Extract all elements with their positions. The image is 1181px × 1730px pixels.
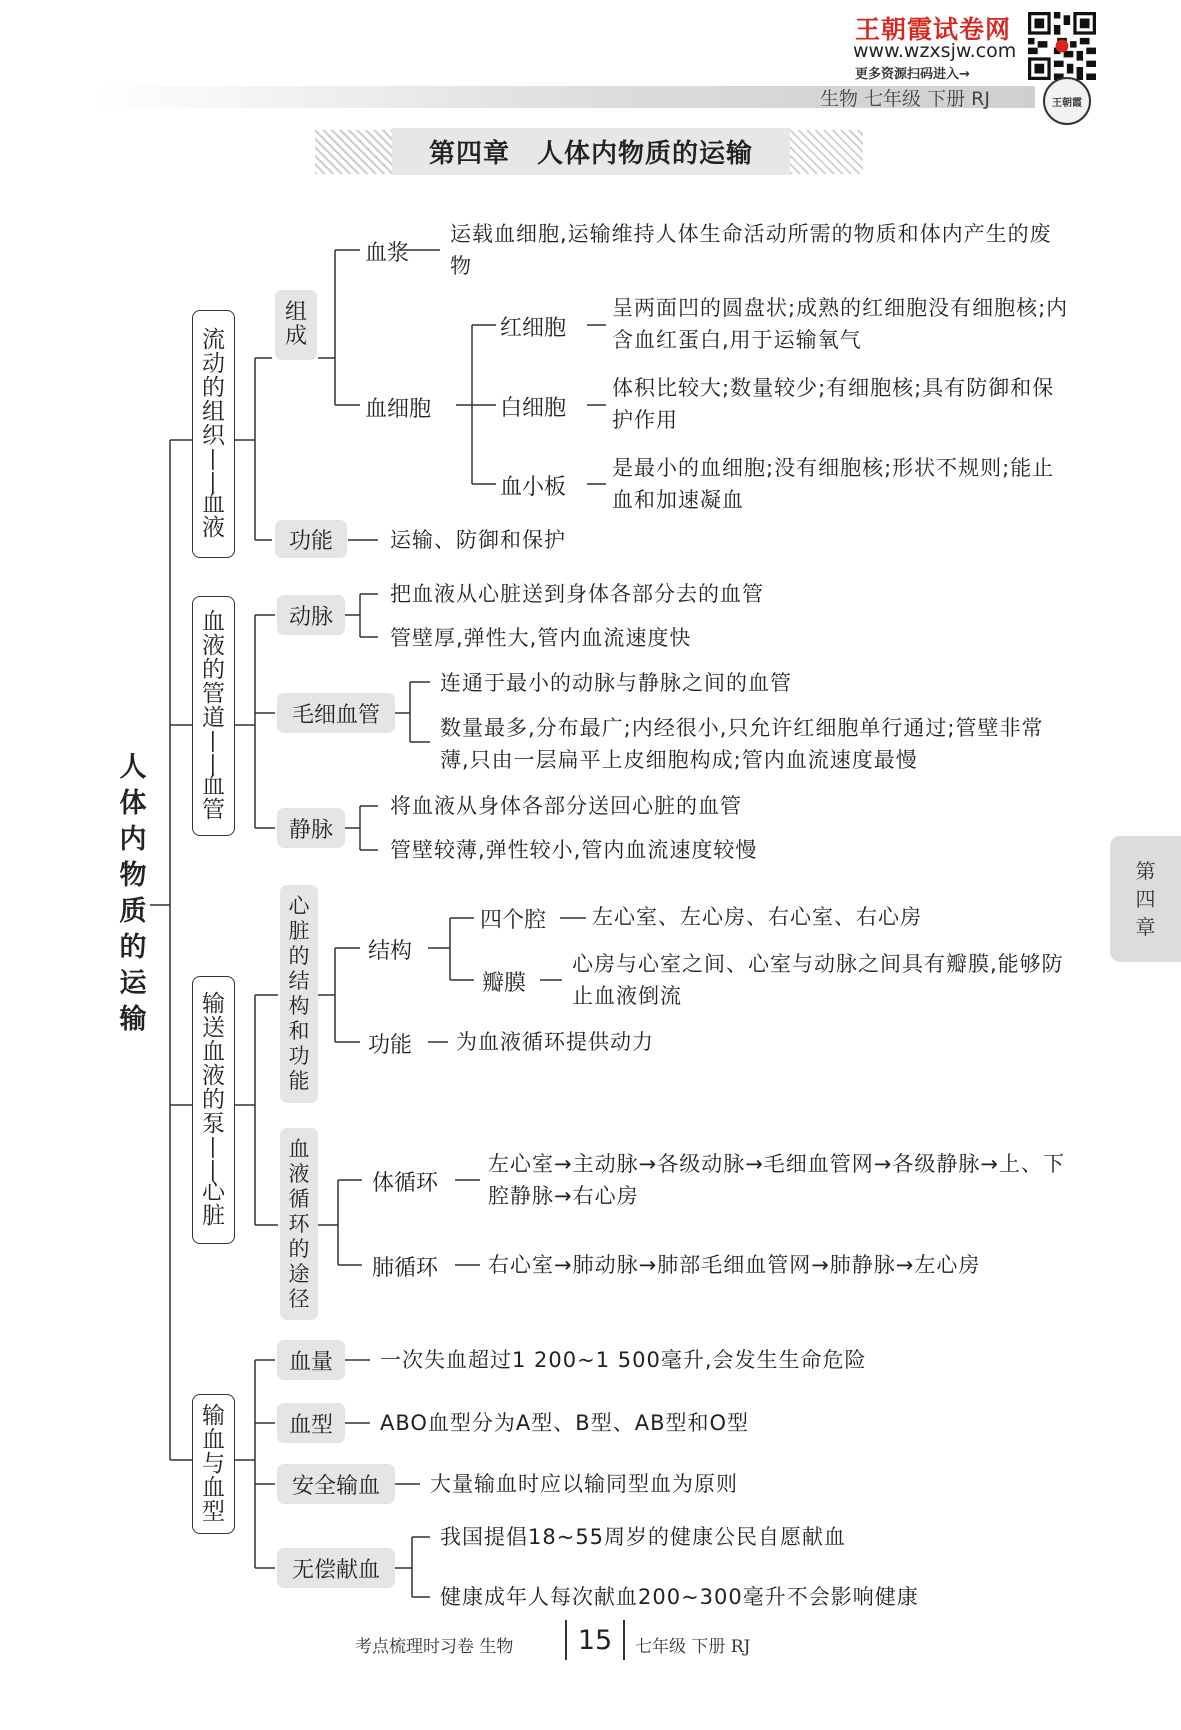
side-tab-char: 章 <box>1135 915 1156 939</box>
node-circulation-char: 环 <box>288 1211 310 1236</box>
node-circulation-char: 血 <box>288 1136 310 1161</box>
brand-logo: 王朝霞 <box>1043 77 1091 125</box>
branch-heart-char: —— <box>200 1136 227 1182</box>
node-platelet: 血小板 <box>500 475 567 500</box>
branch-heart-char: 送 <box>202 1015 225 1041</box>
branch-transfusion-char: 输 <box>202 1403 225 1429</box>
donation-desc-2: 健康成年人每次献血200~300毫升不会影响健康 <box>440 1585 919 1609</box>
chapter-side-tab[interactable] <box>1110 836 1181 962</box>
branch-transfusion-char: 血 <box>202 1427 225 1453</box>
node-plasma: 血浆 <box>365 241 410 266</box>
node-blood-type: 血型 <box>277 1403 345 1443</box>
node-blood-function: 功能 <box>275 520 347 558</box>
safe-transfusion-desc: 大量输血时应以输同型血为原则 <box>430 1472 738 1496</box>
node-heart-structure-function <box>280 885 318 1103</box>
branch-blood <box>192 310 235 558</box>
plasma-desc: 运载血细胞,运输维持人体生命活动所需的物质和体内产生的废物 <box>450 222 1052 278</box>
blood-volume-desc: 一次失血超过1 200~1 500毫升,会发生生命危险 <box>380 1348 867 1372</box>
branch-blood-char: 动 <box>202 351 225 377</box>
capillary-desc-1: 连通于最小的动脉与静脉之间的血管 <box>440 671 792 695</box>
node-composition-char: 组 <box>284 300 307 325</box>
footer-right: 七年级 下册 RJ <box>635 1637 751 1657</box>
page-number: 15 <box>565 1620 625 1660</box>
branch-heart-char: 输 <box>202 991 225 1017</box>
branch-vessels-char: —— <box>200 730 227 776</box>
node-circulation-char: 液 <box>288 1161 310 1186</box>
branch-heart-char: 心 <box>202 1179 225 1205</box>
node-capillary: 毛细血管 <box>277 693 395 733</box>
branch-blood-char: —— <box>200 448 227 494</box>
node-vein: 静脉 <box>277 808 345 848</box>
node-valves: 瓣膜 <box>482 971 527 996</box>
chambers-desc: 左心室、左心房、右心室、右心房 <box>592 905 922 929</box>
branch-transfusion-char: 血 <box>202 1475 225 1501</box>
footer-left: 考点梳理时习卷 生物 <box>355 1637 514 1657</box>
rbc-desc: 呈两面凹的圆盘状;成熟的红细胞没有细胞核;内含血红蛋白,用于运输氧气 <box>612 296 1069 352</box>
branch-blood-char: 血 <box>202 491 225 517</box>
node-red-blood-cell: 红细胞 <box>500 316 567 341</box>
node-circulation-path <box>280 1128 318 1320</box>
branch-vessels <box>192 596 235 836</box>
brand-tagline: 更多资源扫码进入→ <box>855 67 970 82</box>
donation-desc-1: 我国提倡18~55周岁的健康公民自愿献血 <box>440 1525 847 1549</box>
node-systemic-circulation: 体循环 <box>372 1171 439 1196</box>
node-composition-char: 成 <box>284 324 307 349</box>
side-tab-char: 四 <box>1135 887 1156 911</box>
branch-vessels-char: 血 <box>202 609 225 635</box>
node-safe-transfusion: 安全输血 <box>277 1464 395 1504</box>
node-circulation-char: 径 <box>288 1286 310 1311</box>
node-blood-volume: 血量 <box>277 1340 345 1380</box>
node-pulmonary-circulation: 肺循环 <box>372 1256 439 1281</box>
branch-heart-char: 血 <box>202 1039 225 1065</box>
artery-desc-2: 管壁厚,弹性大,管内血流速度快 <box>390 626 692 650</box>
node-blood-cells: 血细胞 <box>365 397 432 422</box>
branch-transfusion <box>192 1394 235 1534</box>
branch-heart <box>192 976 235 1244</box>
blood-function-desc: 运输、防御和保护 <box>390 528 566 552</box>
artery-desc-1: 把血液从心脏送到身体各部分去的血管 <box>390 582 764 606</box>
vein-desc-2: 管壁较薄,弹性较小,管内血流速度较慢 <box>390 838 758 862</box>
branch-blood-char: 液 <box>202 515 225 541</box>
branch-blood-char: 流 <box>202 327 225 353</box>
branch-vessels-char: 道 <box>202 705 225 731</box>
node-heart-sf-char: 心 <box>288 894 310 918</box>
branch-vessels-char: 管 <box>202 797 225 823</box>
node-artery: 动脉 <box>277 595 345 635</box>
brand-name: 王朝霞试卷网 <box>855 15 1012 44</box>
pulmonary-desc: 右心室→肺动脉→肺部毛细血管网→肺静脉→左心房 <box>488 1253 981 1277</box>
branch-heart-char: 脏 <box>202 1203 225 1229</box>
branch-blood-char: 织 <box>202 423 225 449</box>
branch-blood-char: 组 <box>202 399 225 425</box>
vein-desc-1: 将血液从身体各部分送回心脏的血管 <box>390 794 742 818</box>
node-circulation-char: 途 <box>288 1261 310 1286</box>
platelet-desc: 是最小的血细胞;没有细胞核;形状不规则;能止血和加速凝血 <box>612 456 1055 512</box>
subject-info: 生物 七年级 下册 RJ <box>820 88 990 110</box>
node-heart-sf-char: 构 <box>288 994 310 1018</box>
branch-vessels-char: 管 <box>202 681 225 707</box>
branch-vessels-char: 血 <box>202 773 225 799</box>
branch-transfusion-char: 与 <box>202 1451 225 1477</box>
node-heart-sf-char: 功 <box>288 1044 310 1068</box>
node-heart-sf-char: 脏 <box>288 919 310 943</box>
side-tab-char: 第 <box>1135 859 1156 883</box>
branch-vessels-char: 的 <box>202 657 225 683</box>
capillary-desc-2: 数量最多,分布最广;内经很小,只允许红细胞单行通过;管壁非常薄,只由一层扁平上皮细胞构成;管内血流速度最慢 <box>440 716 1044 772</box>
brand-url[interactable]: www.wzxsjw.com <box>853 40 1017 62</box>
node-heart-function: 功能 <box>368 1033 413 1058</box>
node-heart-sf-char: 的 <box>288 944 310 968</box>
node-composition <box>275 290 317 360</box>
branch-vessels-char: 液 <box>202 633 225 659</box>
node-circulation-char: 的 <box>288 1236 310 1261</box>
branch-blood-char: 的 <box>202 375 225 401</box>
root-topic-text: 人体内物质的运输 <box>114 752 146 1040</box>
blood-type-desc: ABO血型分为A型、B型、AB型和O型 <box>380 1411 750 1435</box>
node-four-chambers: 四个腔 <box>480 908 547 933</box>
node-heart-sf-char: 和 <box>288 1019 310 1043</box>
node-circulation-char: 循 <box>288 1186 310 1211</box>
root-topic <box>110 752 150 1049</box>
node-blood-donation: 无偿献血 <box>277 1548 395 1588</box>
chapter-title: 第四章 人体内物质的运输 <box>392 128 790 175</box>
branch-heart-char: 液 <box>202 1063 225 1089</box>
branch-heart-char: 泵 <box>202 1111 225 1137</box>
node-heart-structure: 结构 <box>368 939 413 964</box>
branch-heart-char: 的 <box>202 1087 225 1113</box>
wbc-desc: 体积比较大;数量较少;有细胞核;具有防御和保护作用 <box>612 376 1055 432</box>
valves-desc: 心房与心室之间、心室与动脉之间具有瓣膜,能够防止血液倒流 <box>572 952 1064 1008</box>
node-white-blood-cell: 白细胞 <box>500 396 567 421</box>
branch-transfusion-char: 型 <box>202 1499 225 1525</box>
heart-function-desc: 为血液循环提供动力 <box>456 1030 654 1054</box>
systemic-desc: 左心室→主动脉→各级动脉→毛细血管网→各级静脉→上、下腔静脉→右心房 <box>488 1152 1065 1208</box>
node-heart-sf-char: 能 <box>288 1069 310 1093</box>
node-heart-sf-char: 结 <box>288 969 310 993</box>
